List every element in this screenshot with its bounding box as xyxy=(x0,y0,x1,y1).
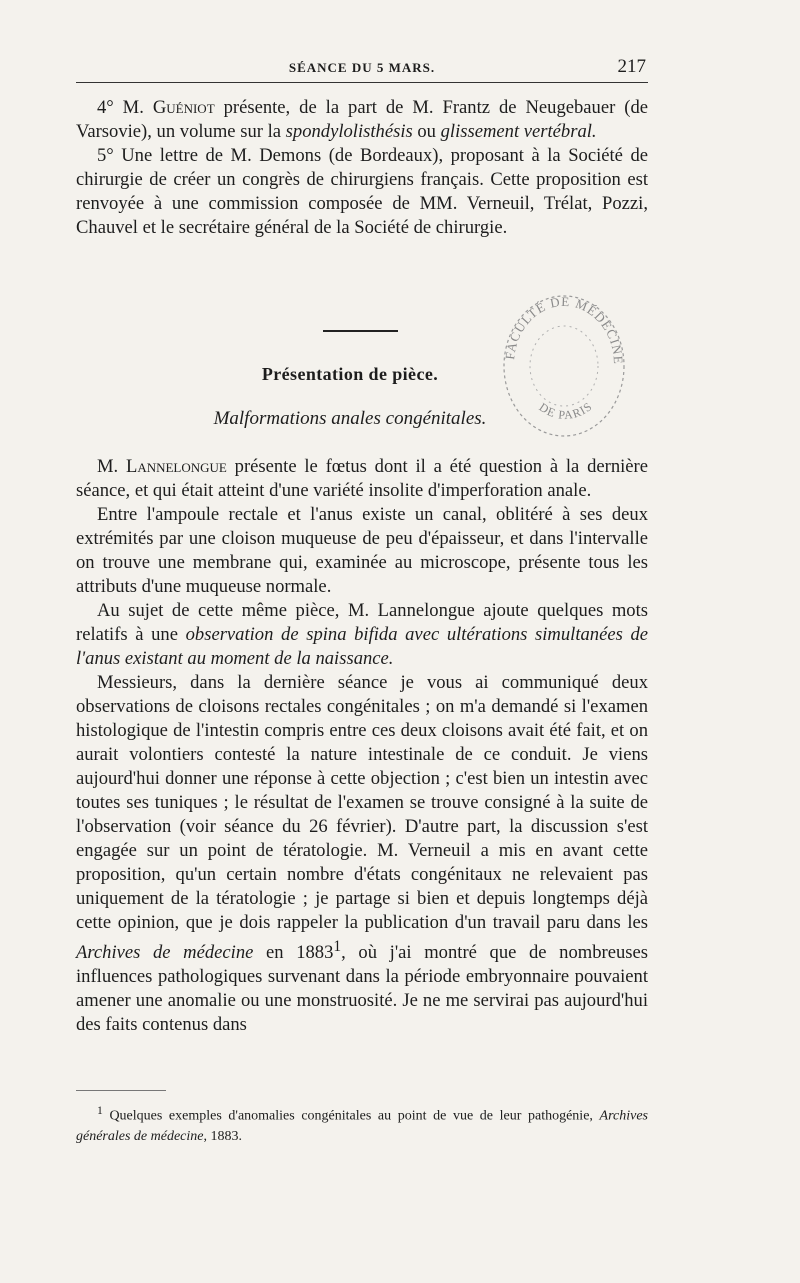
footnotes xyxy=(76,1101,648,1147)
text-run: , où j'ai montré que de nombreuses influences pathologiques survenant dans la période embryonnaire pouvaient amener une anomalie ou une monstruosité. Je ne me servirai pas aujourd'hui des faits contenus dans xyxy=(76,942,648,1036)
text-run: Archives générales de médecine xyxy=(76,1108,648,1144)
text-run: 4° M. xyxy=(97,97,153,118)
paragraph xyxy=(76,1101,648,1147)
paragraph xyxy=(76,503,648,599)
text-run: Archives de médecine xyxy=(76,942,254,964)
text-run: en 1883 xyxy=(253,942,334,964)
paragraph xyxy=(76,671,648,1037)
paragraph xyxy=(76,599,648,671)
text-run: Quelques exemples d'anomalies congénitales au point de vue de leur pathogénie, xyxy=(102,1108,600,1124)
text-run: présente, de la part de M. Frantz de Neugebauer (de Varsovie), un volume sur la xyxy=(76,97,648,142)
text-run: glissement vertébral. xyxy=(440,121,597,142)
text-run: 1 xyxy=(97,1104,103,1117)
section-subtitle: Malformations anales congénitales. xyxy=(213,408,487,429)
paragraph xyxy=(76,455,648,503)
text-run: Guéniot xyxy=(152,97,215,118)
text-run: 1 xyxy=(333,938,342,955)
text-run: 5° Une lettre de M. Demons (de Bordeaux), proposant à la Société de chirurgie de créer un congrès de chirurgiens français. Cette proposition est renvoyée à une commission composée de MM. Verneuil, Trélat, Pozzi, Chauvel et le secrétaire général de la Société de chirurgie. xyxy=(76,145,648,238)
library-stamp xyxy=(492,276,634,444)
paragraph xyxy=(76,96,648,144)
paragraphs-body xyxy=(76,455,648,1037)
paragraphs-top xyxy=(76,96,648,240)
text-run: Lannelongue xyxy=(125,456,227,477)
page-header xyxy=(76,56,648,83)
text-run: spondylolisthésis xyxy=(285,121,413,142)
text-run: , 1883. xyxy=(203,1128,242,1144)
stamp-text-bottom: DE PARIS xyxy=(536,398,596,423)
text-run: ou xyxy=(412,121,441,142)
text-run: M. xyxy=(97,456,126,477)
section-heading: Présentation de pièce. xyxy=(261,364,439,384)
text-run: Entre l'ampoule rectale et l'anus existe un canal, oblitéré à ses deux extrémités par une cloison muqueuse de peu d'épaisseur, et dans l'intervalle on trouve une membrane qui, examinée au microscope, présente tous les attributs d'une muqueuse normale. xyxy=(76,504,648,597)
page-number: 217 xyxy=(617,56,646,77)
text-run: Messieurs, dans la dernière séance je vous ai communiqué deux observations de cloisons rectales congénitales ; on m'a demandé si l'examen histologique de l'intestin compris entre ces deux cloisons avait été fait, et on aurait volontiers contesté la nature intestinale de ce conduit. Je viens aujourd'hui donner une réponse à cette objection ; c'est bien un intestin avec toutes ses tuniques ; le résultat de l'examen se trouve consigné à la suite de l'observation (voir séance du 26 février). D'autre part, la discussion s'est engagée sur un point de tératologie. M. Verneuil a mis en avant cette proposition, qu'un certain nombre d'états congénitaux ne relevaient pas uniquement de la tératologie ; je partage si bien et depuis longtemps déjà cette opinion, que je dois rappeler la publication d'un travail paru dans les xyxy=(76,672,648,933)
text-run: présente le fœtus dont il a été question à la dernière séance, et qui était atteint d'une variété insolite d'imperforation anale. xyxy=(76,456,648,501)
stamp-inner-ring xyxy=(530,326,598,406)
text-run: observation de spina bifida avec ultérations simultanées de l'anus existant au moment de la naissance. xyxy=(76,624,648,669)
text-run: Au sujet de cette même pièce, M. Lannelongue ajoute quelques mots relatifs à une xyxy=(76,600,648,645)
paragraph xyxy=(76,144,648,240)
stamp-text-top: FACULTÉ DE MÉDECINE xyxy=(502,293,627,366)
footnote-rule xyxy=(76,1090,166,1091)
running-head: SÉANCE DU 5 MARS. xyxy=(288,60,436,75)
section-divider xyxy=(323,330,398,332)
